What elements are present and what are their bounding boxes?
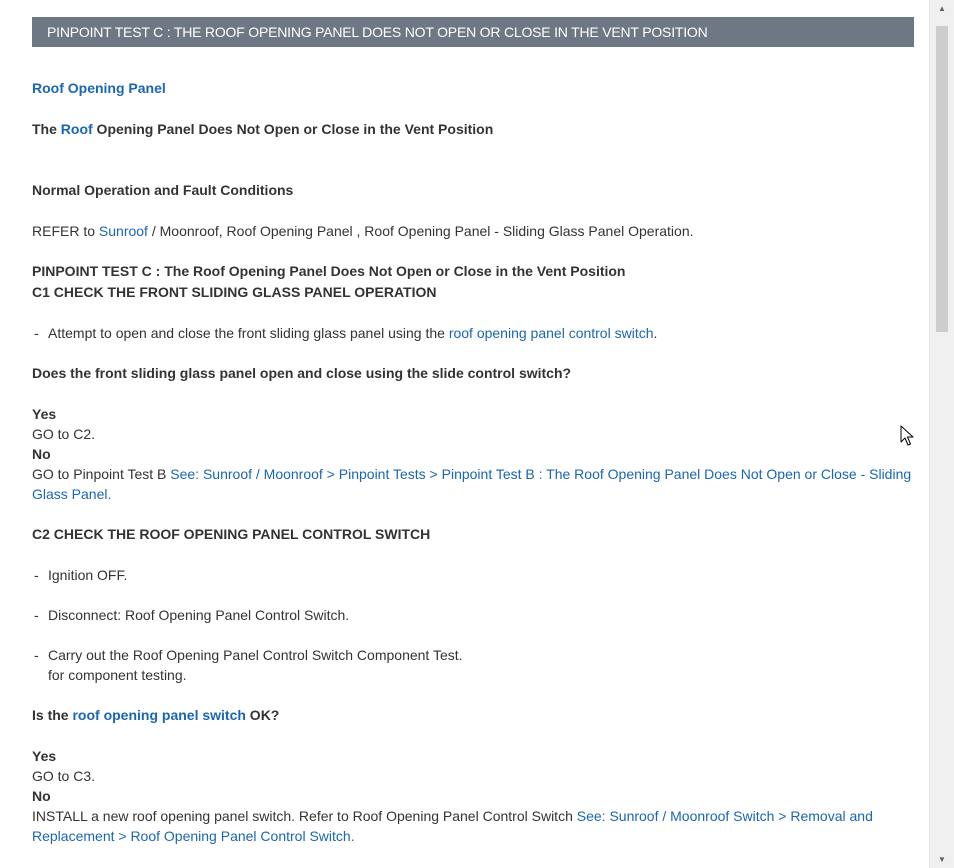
c2-question <box>32 705 914 725</box>
bullet-dash: - <box>34 647 39 663</box>
c2-step-3-line1: Carry out the Roof Opening Panel Control Switch Component Test. <box>48 647 463 663</box>
page-title <box>32 119 914 139</box>
normal-operation-heading: Normal Operation and Fault Conditions <box>32 182 294 198</box>
c2-question-prefix: Is the <box>32 707 73 723</box>
refer-suffix: / Moonroof, Roof Opening Panel , Roof Opening Panel - Sliding Glass Panel Operation. <box>147 223 694 239</box>
control-switch-link[interactable]: roof opening panel control switch <box>448 325 654 341</box>
c2-step-3-line2: for component testing. <box>48 667 187 683</box>
pinpoint-test-b-link[interactable]: See: Sunroof / Moonroof > Pinpoint Tests > Pinpoint Test B : The Roof Opening Panel Does Not Open or Close - Sliding Glass Panel <box>32 466 912 502</box>
c2-step-1-text: Ignition OFF. <box>48 567 128 583</box>
c2-step-2 <box>32 605 914 625</box>
bullet-dash: - <box>34 607 39 623</box>
c2-step-1 <box>32 565 914 585</box>
pinpoint-test-banner: PINPOINT TEST C : THE ROOF OPENING PANEL DOES NOT OPEN OR CLOSE IN THE VENT POSITION <box>32 17 914 47</box>
c1-step-text <box>48 323 914 343</box>
roof-opening-panel-link[interactable]: Roof Opening Panel <box>32 80 166 96</box>
c1-no-suffix: . <box>107 486 112 502</box>
c1-no-action <box>32 464 914 504</box>
test-c-title: PINPOINT TEST C : The Roof Opening Panel Does Not Open or Close in the Vent Position <box>32 263 626 279</box>
scrollbar-thumb[interactable] <box>936 26 948 332</box>
c1-yes-action: GO to C2. <box>32 426 96 442</box>
bullet-dash: - <box>34 567 39 583</box>
c2-title: C2 CHECK THE ROOF OPENING PANEL CONTROL SWITCH <box>32 526 431 542</box>
c1-no-prefix: GO to Pinpoint Test B <box>32 466 171 482</box>
c1-yes-label: Yes <box>32 406 57 422</box>
refer-paragraph <box>32 221 914 241</box>
vertical-scrollbar[interactable] <box>929 0 954 868</box>
c2-step-3-text <box>48 645 914 685</box>
c2-no-suffix: . <box>350 828 355 844</box>
bullet-dash: - <box>34 325 39 341</box>
c2-no-prefix: INSTALL a new roof opening panel switch. Refer to Roof Opening Panel Control Switch <box>32 808 577 824</box>
c2-no-label: No <box>32 788 51 804</box>
title-prefix: The <box>32 121 61 137</box>
c1-step-suffix: . <box>653 325 658 341</box>
c2-step-3 <box>32 645 914 685</box>
c2-yes-label: Yes <box>32 748 57 764</box>
mouse-pointer-icon <box>900 425 916 447</box>
title-suffix: Opening Panel Does Not Open or Close in the Vent Position <box>92 121 494 137</box>
c2-yes-action: GO to C3. <box>32 768 96 784</box>
roof-opening-panel-switch-link[interactable]: roof opening panel switch <box>72 707 246 723</box>
c2-no-action <box>32 806 914 846</box>
scroll-up-icon[interactable]: ▲ <box>938 4 946 13</box>
sunroof-link[interactable]: Sunroof <box>98 223 148 239</box>
c1-step-prefix: Attempt to open and close the front sliding glass panel using the <box>48 325 449 341</box>
c2-question-suffix: OK? <box>245 707 280 723</box>
c1-no-label: No <box>32 446 51 462</box>
c1-title: C1 CHECK THE FRONT SLIDING GLASS PANEL OPERATION <box>32 284 437 300</box>
document-content <box>32 17 914 846</box>
roof-link[interactable]: Roof <box>60 121 93 137</box>
switch-removal-link[interactable]: See: Sunroof / Moonroof Switch > Removal and Replacement > Roof Opening Panel Control Switch <box>32 808 873 844</box>
refer-prefix: REFER to <box>32 223 99 239</box>
c1-step <box>32 323 914 343</box>
section-heading <box>32 78 914 98</box>
scroll-down-icon[interactable]: ▼ <box>938 855 946 864</box>
c1-question: Does the front sliding glass panel open and close using the slide control switch? <box>32 365 572 381</box>
c2-step-2-text: Disconnect: Roof Opening Panel Control Switch. <box>48 607 350 623</box>
